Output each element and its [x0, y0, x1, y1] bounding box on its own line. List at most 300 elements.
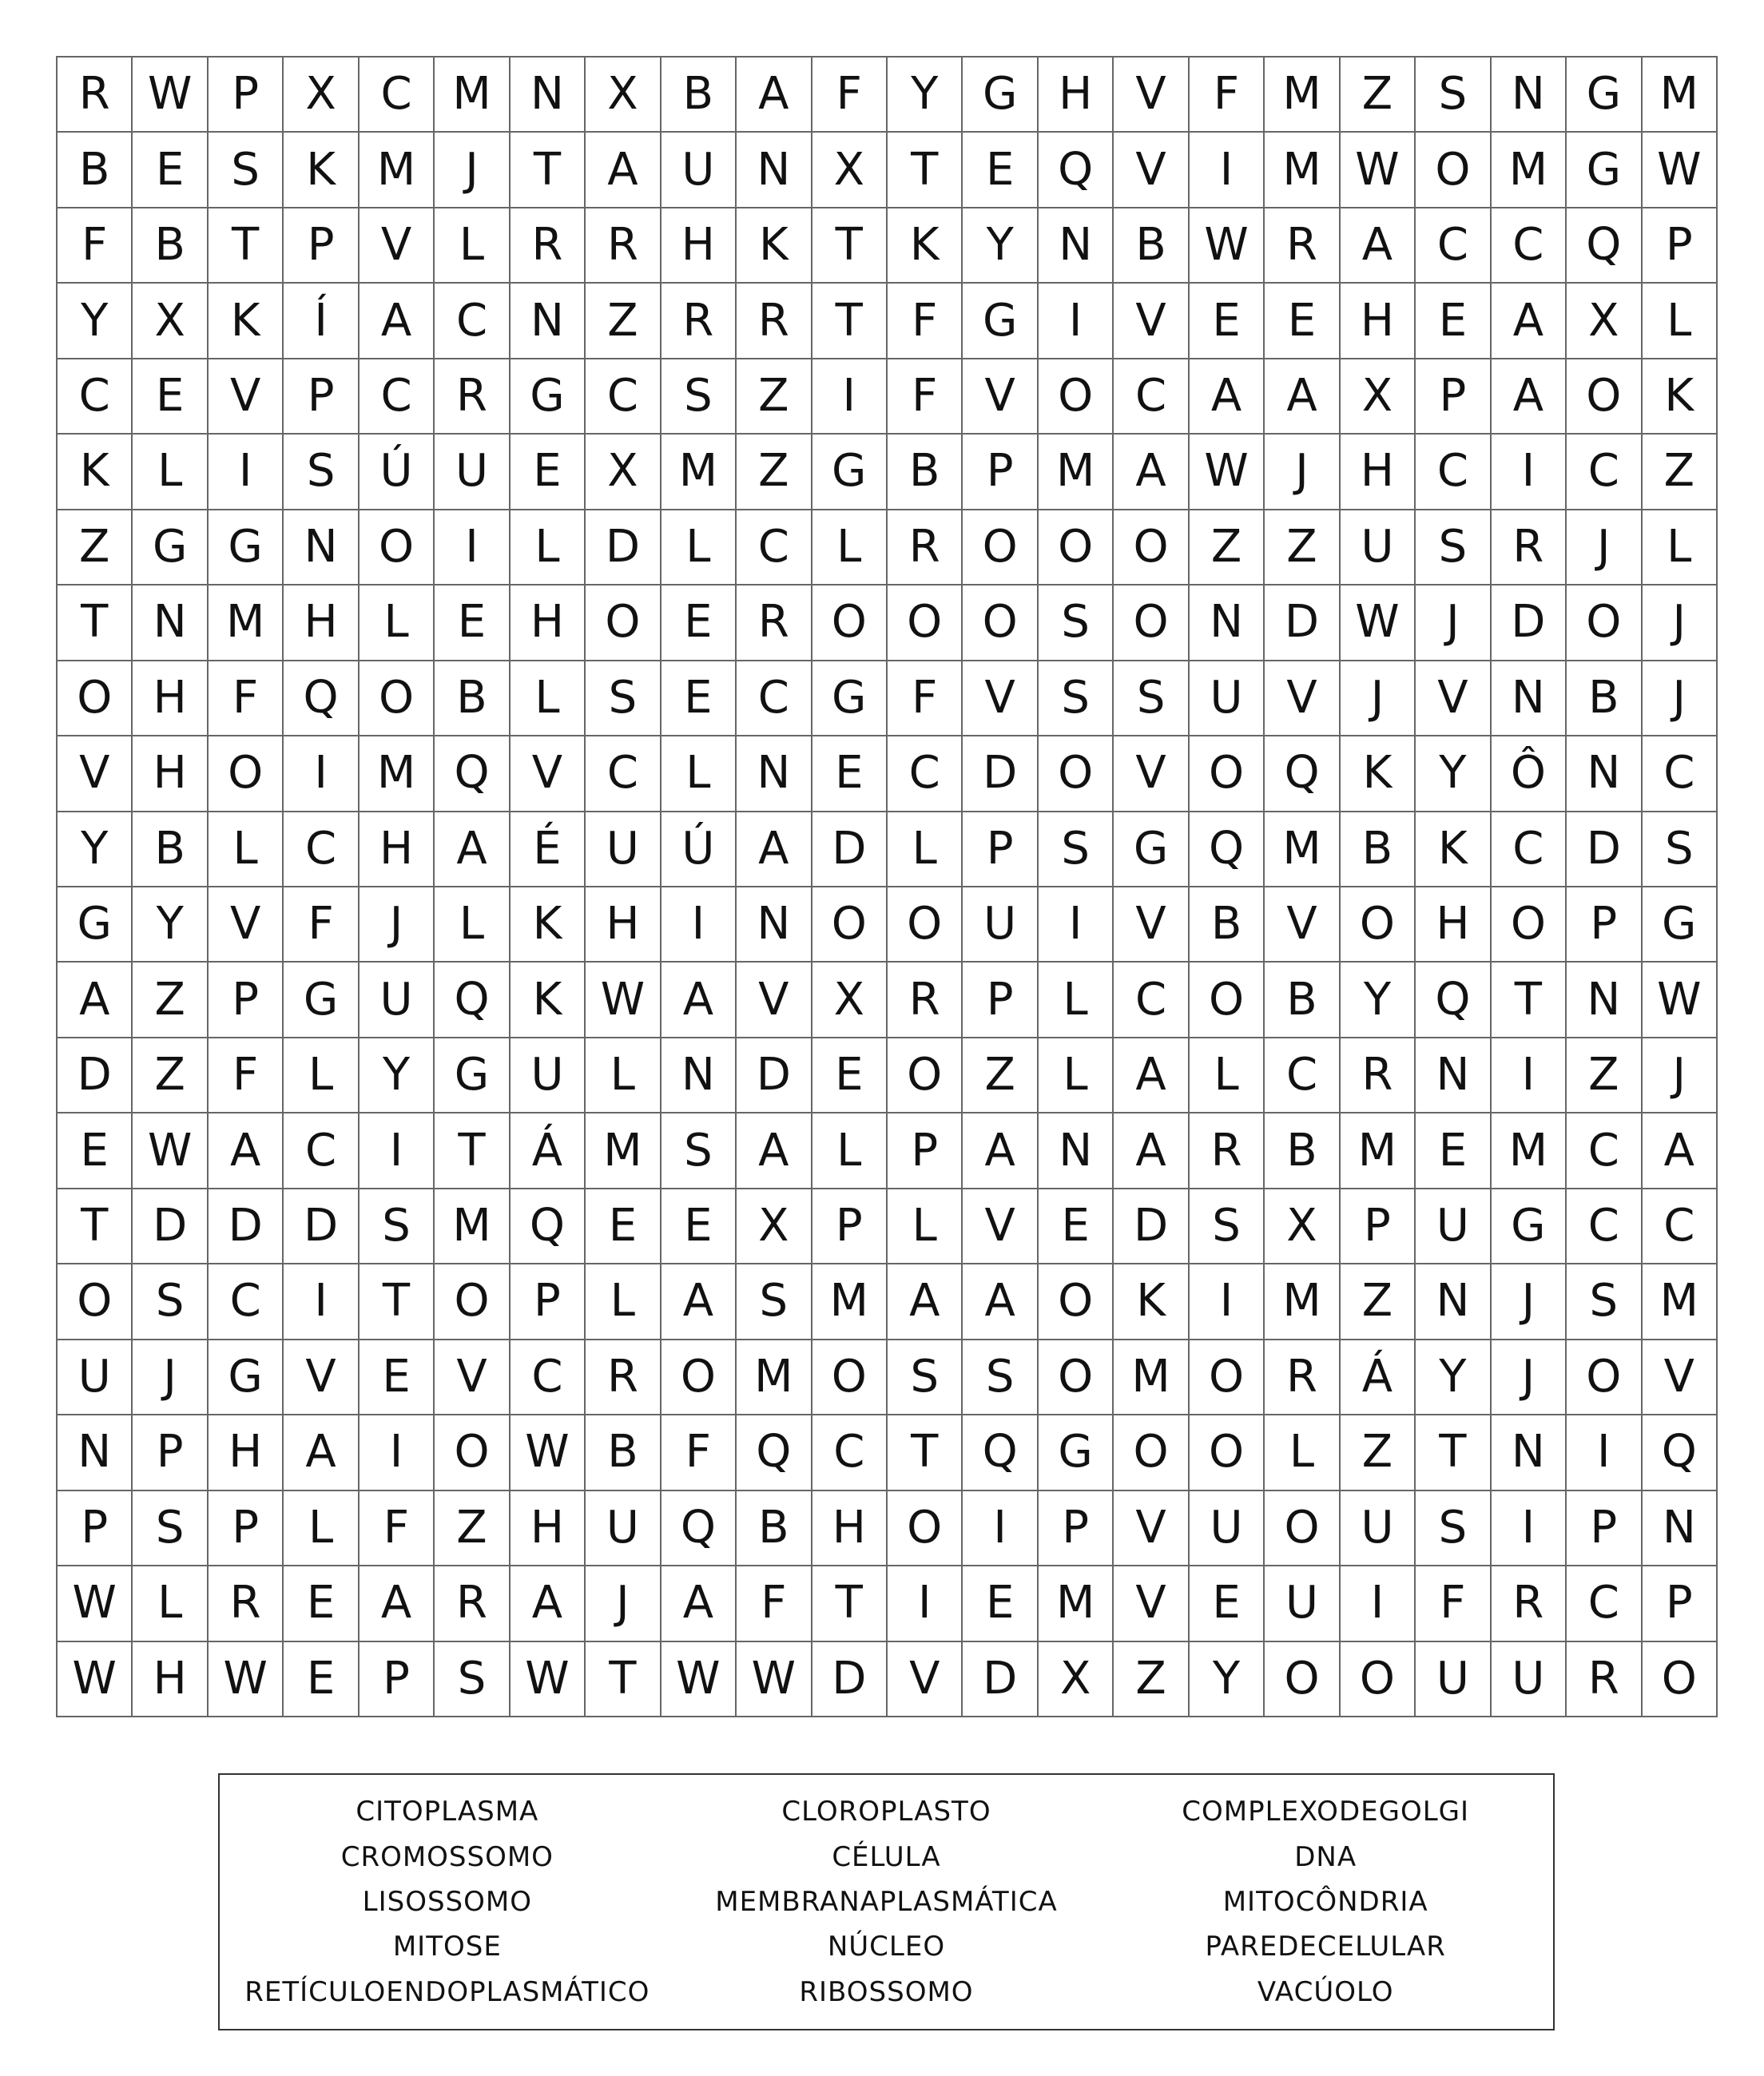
grid-cell[interactable]: A: [662, 1264, 737, 1340]
grid-cell[interactable]: L: [511, 510, 586, 585]
grid-cell[interactable]: R: [511, 208, 586, 284]
grid-cell[interactable]: D: [133, 1189, 208, 1264]
grid-cell[interactable]: R: [586, 1340, 661, 1415]
grid-cell[interactable]: A: [1190, 359, 1265, 435]
grid-cell[interactable]: G: [1643, 887, 1718, 963]
grid-cell[interactable]: K: [1643, 359, 1718, 435]
grid-cell[interactable]: I: [662, 887, 737, 963]
grid-cell[interactable]: C: [1567, 1189, 1642, 1264]
grid-cell[interactable]: W: [511, 1642, 586, 1717]
grid-cell[interactable]: M: [1643, 1264, 1718, 1340]
grid-cell[interactable]: J: [1567, 510, 1642, 585]
grid-cell[interactable]: O: [812, 585, 888, 661]
grid-cell[interactable]: L: [888, 812, 963, 887]
grid-cell[interactable]: G: [133, 510, 208, 585]
grid-cell[interactable]: N: [1643, 1491, 1718, 1566]
grid-cell[interactable]: O: [1567, 1340, 1642, 1415]
grid-cell[interactable]: C: [511, 1340, 586, 1415]
grid-cell[interactable]: Q: [662, 1491, 737, 1566]
grid-cell[interactable]: Z: [435, 1491, 510, 1566]
grid-cell[interactable]: B: [1341, 812, 1416, 887]
grid-cell[interactable]: X: [284, 58, 359, 133]
grid-cell[interactable]: M: [209, 585, 284, 661]
grid-cell[interactable]: U: [586, 812, 661, 887]
grid-cell[interactable]: L: [1643, 284, 1718, 359]
grid-cell[interactable]: P: [1567, 887, 1642, 963]
grid-cell[interactable]: J: [1643, 585, 1718, 661]
grid-cell[interactable]: B: [662, 58, 737, 133]
grid-cell[interactable]: T: [58, 1189, 133, 1264]
grid-cell[interactable]: V: [1643, 1340, 1718, 1415]
grid-cell[interactable]: L: [662, 736, 737, 812]
grid-cell[interactable]: N: [737, 736, 812, 812]
grid-cell[interactable]: H: [1341, 435, 1416, 510]
grid-cell[interactable]: I: [1190, 1264, 1265, 1340]
grid-cell[interactable]: P: [209, 1491, 284, 1566]
grid-cell[interactable]: X: [1039, 1642, 1114, 1717]
grid-cell[interactable]: G: [812, 435, 888, 510]
grid-cell[interactable]: N: [58, 1415, 133, 1491]
grid-cell[interactable]: C: [1492, 208, 1567, 284]
grid-cell[interactable]: I: [435, 510, 510, 585]
grid-cell[interactable]: C: [1114, 359, 1189, 435]
grid-cell[interactable]: E: [586, 1189, 661, 1264]
grid-cell[interactable]: A: [662, 963, 737, 1038]
grid-cell[interactable]: T: [586, 1642, 661, 1717]
grid-cell[interactable]: S: [662, 1113, 737, 1189]
grid-cell[interactable]: S: [1416, 510, 1491, 585]
grid-cell[interactable]: N: [1492, 58, 1567, 133]
grid-cell[interactable]: A: [1265, 359, 1340, 435]
grid-cell[interactable]: U: [1416, 1189, 1491, 1264]
grid-cell[interactable]: U: [435, 435, 510, 510]
grid-cell[interactable]: U: [58, 1340, 133, 1415]
grid-cell[interactable]: E: [360, 1340, 435, 1415]
grid-cell[interactable]: S: [1039, 661, 1114, 736]
grid-cell[interactable]: P: [1341, 1189, 1416, 1264]
grid-cell[interactable]: R: [1190, 1113, 1265, 1189]
grid-cell[interactable]: Í: [284, 284, 359, 359]
grid-cell[interactable]: O: [888, 1038, 963, 1113]
grid-cell[interactable]: O: [1190, 736, 1265, 812]
grid-cell[interactable]: V: [1114, 736, 1189, 812]
grid-cell[interactable]: O: [209, 736, 284, 812]
grid-cell[interactable]: X: [812, 133, 888, 208]
grid-cell[interactable]: C: [586, 359, 661, 435]
grid-cell[interactable]: Y: [58, 284, 133, 359]
grid-cell[interactable]: A: [1492, 284, 1567, 359]
grid-cell[interactable]: O: [662, 1340, 737, 1415]
grid-cell[interactable]: J: [133, 1340, 208, 1415]
grid-cell[interactable]: J: [1416, 585, 1491, 661]
grid-cell[interactable]: N: [1039, 1113, 1114, 1189]
grid-cell[interactable]: O: [1416, 133, 1491, 208]
grid-cell[interactable]: J: [586, 1566, 661, 1641]
grid-cell[interactable]: Z: [1341, 58, 1416, 133]
grid-cell[interactable]: Q: [511, 1189, 586, 1264]
grid-cell[interactable]: A: [1114, 1113, 1189, 1189]
grid-cell[interactable]: F: [1416, 1566, 1491, 1641]
grid-cell[interactable]: Q: [1190, 812, 1265, 887]
grid-cell[interactable]: Q: [963, 1415, 1038, 1491]
grid-cell[interactable]: W: [1341, 133, 1416, 208]
grid-cell[interactable]: E: [662, 1189, 737, 1264]
grid-cell[interactable]: G: [209, 510, 284, 585]
grid-cell[interactable]: O: [1643, 1642, 1718, 1717]
grid-cell[interactable]: H: [133, 1642, 208, 1717]
grid-cell[interactable]: D: [963, 1642, 1038, 1717]
grid-cell[interactable]: L: [511, 661, 586, 736]
grid-cell[interactable]: N: [1492, 1415, 1567, 1491]
grid-cell[interactable]: Q: [1039, 133, 1114, 208]
grid-cell[interactable]: R: [209, 1566, 284, 1641]
grid-cell[interactable]: W: [662, 1642, 737, 1717]
grid-cell[interactable]: Q: [284, 661, 359, 736]
grid-cell[interactable]: O: [1114, 585, 1189, 661]
grid-cell[interactable]: D: [1265, 585, 1340, 661]
grid-cell[interactable]: F: [662, 1415, 737, 1491]
grid-cell[interactable]: U: [1265, 1566, 1340, 1641]
grid-cell[interactable]: É: [511, 812, 586, 887]
grid-cell[interactable]: K: [737, 208, 812, 284]
grid-cell[interactable]: Y: [133, 887, 208, 963]
grid-cell[interactable]: L: [1190, 1038, 1265, 1113]
grid-cell[interactable]: G: [1567, 58, 1642, 133]
grid-cell[interactable]: Z: [1643, 435, 1718, 510]
grid-cell[interactable]: S: [1567, 1264, 1642, 1340]
grid-cell[interactable]: A: [1341, 208, 1416, 284]
grid-cell[interactable]: L: [435, 208, 510, 284]
grid-cell[interactable]: P: [360, 1642, 435, 1717]
grid-cell[interactable]: R: [1265, 208, 1340, 284]
grid-cell[interactable]: G: [812, 661, 888, 736]
grid-cell[interactable]: D: [284, 1189, 359, 1264]
grid-cell[interactable]: V: [963, 359, 1038, 435]
grid-cell[interactable]: J: [1643, 661, 1718, 736]
grid-cell[interactable]: H: [133, 736, 208, 812]
grid-cell[interactable]: N: [511, 58, 586, 133]
grid-cell[interactable]: M: [1492, 1113, 1567, 1189]
grid-cell[interactable]: V: [1265, 661, 1340, 736]
grid-cell[interactable]: Q: [435, 963, 510, 1038]
grid-cell[interactable]: O: [1341, 887, 1416, 963]
grid-cell[interactable]: D: [1567, 812, 1642, 887]
grid-cell[interactable]: Z: [737, 359, 812, 435]
grid-cell[interactable]: F: [888, 359, 963, 435]
grid-cell[interactable]: P: [284, 359, 359, 435]
grid-cell[interactable]: Q: [1416, 963, 1491, 1038]
grid-cell[interactable]: M: [1265, 1264, 1340, 1340]
grid-cell[interactable]: O: [1190, 1415, 1265, 1491]
grid-cell[interactable]: J: [1643, 1038, 1718, 1113]
grid-cell[interactable]: L: [812, 510, 888, 585]
grid-cell[interactable]: H: [133, 661, 208, 736]
grid-cell[interactable]: M: [435, 58, 510, 133]
grid-cell[interactable]: U: [1492, 1642, 1567, 1717]
grid-cell[interactable]: A: [737, 812, 812, 887]
grid-cell[interactable]: E: [58, 1113, 133, 1189]
grid-cell[interactable]: I: [1492, 435, 1567, 510]
grid-cell[interactable]: O: [812, 887, 888, 963]
grid-cell[interactable]: H: [662, 208, 737, 284]
grid-cell[interactable]: O: [1039, 1264, 1114, 1340]
grid-cell[interactable]: S: [662, 359, 737, 435]
grid-cell[interactable]: P: [1567, 1491, 1642, 1566]
grid-cell[interactable]: E: [511, 435, 586, 510]
grid-cell[interactable]: A: [360, 284, 435, 359]
grid-cell[interactable]: B: [1114, 208, 1189, 284]
grid-cell[interactable]: O: [1341, 1642, 1416, 1717]
grid-cell[interactable]: M: [812, 1264, 888, 1340]
grid-cell[interactable]: N: [1416, 1038, 1491, 1113]
grid-cell[interactable]: N: [284, 510, 359, 585]
grid-cell[interactable]: S: [133, 1491, 208, 1566]
grid-cell[interactable]: F: [812, 58, 888, 133]
grid-cell[interactable]: B: [58, 133, 133, 208]
grid-cell[interactable]: C: [58, 359, 133, 435]
grid-cell[interactable]: T: [435, 1113, 510, 1189]
grid-cell[interactable]: S: [737, 1264, 812, 1340]
grid-cell[interactable]: Y: [1416, 736, 1491, 812]
grid-cell[interactable]: P: [1643, 1566, 1718, 1641]
grid-cell[interactable]: P: [209, 963, 284, 1038]
grid-cell[interactable]: W: [737, 1642, 812, 1717]
grid-cell[interactable]: L: [360, 585, 435, 661]
grid-cell[interactable]: A: [963, 1113, 1038, 1189]
grid-cell[interactable]: Y: [963, 208, 1038, 284]
grid-cell[interactable]: N: [1567, 736, 1642, 812]
grid-cell[interactable]: D: [963, 736, 1038, 812]
grid-cell[interactable]: V: [435, 1340, 510, 1415]
grid-cell[interactable]: W: [209, 1642, 284, 1717]
grid-cell[interactable]: E: [133, 359, 208, 435]
grid-cell[interactable]: O: [888, 887, 963, 963]
grid-cell[interactable]: V: [888, 1642, 963, 1717]
grid-cell[interactable]: I: [209, 435, 284, 510]
grid-cell[interactable]: B: [133, 208, 208, 284]
grid-cell[interactable]: U: [1341, 510, 1416, 585]
grid-cell[interactable]: O: [1114, 510, 1189, 585]
grid-cell[interactable]: R: [888, 963, 963, 1038]
grid-cell[interactable]: C: [1643, 1189, 1718, 1264]
grid-cell[interactable]: O: [812, 1340, 888, 1415]
grid-cell[interactable]: I: [284, 736, 359, 812]
grid-cell[interactable]: P: [812, 1189, 888, 1264]
grid-cell[interactable]: W: [1643, 963, 1718, 1038]
grid-cell[interactable]: O: [1114, 1415, 1189, 1491]
grid-cell[interactable]: W: [511, 1415, 586, 1491]
grid-cell[interactable]: U: [511, 1038, 586, 1113]
grid-cell[interactable]: X: [737, 1189, 812, 1264]
grid-cell[interactable]: R: [1265, 1340, 1340, 1415]
grid-cell[interactable]: L: [284, 1491, 359, 1566]
grid-cell[interactable]: P: [963, 812, 1038, 887]
grid-cell[interactable]: U: [963, 887, 1038, 963]
grid-cell[interactable]: K: [1341, 736, 1416, 812]
grid-cell[interactable]: L: [435, 887, 510, 963]
grid-cell[interactable]: Z: [1190, 510, 1265, 585]
grid-cell[interactable]: G: [435, 1038, 510, 1113]
grid-cell[interactable]: O: [360, 661, 435, 736]
grid-cell[interactable]: S: [133, 1264, 208, 1340]
grid-cell[interactable]: O: [360, 510, 435, 585]
grid-cell[interactable]: C: [1114, 963, 1189, 1038]
grid-cell[interactable]: C: [1567, 1566, 1642, 1641]
grid-cell[interactable]: N: [133, 585, 208, 661]
grid-cell[interactable]: M: [1265, 58, 1340, 133]
grid-cell[interactable]: S: [209, 133, 284, 208]
grid-cell[interactable]: J: [1341, 661, 1416, 736]
grid-cell[interactable]: E: [1416, 1113, 1491, 1189]
grid-cell[interactable]: E: [284, 1566, 359, 1641]
grid-cell[interactable]: Y: [360, 1038, 435, 1113]
grid-cell[interactable]: P: [963, 435, 1038, 510]
grid-cell[interactable]: N: [1492, 661, 1567, 736]
grid-cell[interactable]: C: [360, 359, 435, 435]
grid-cell[interactable]: V: [963, 661, 1038, 736]
grid-cell[interactable]: P: [963, 963, 1038, 1038]
grid-cell[interactable]: Z: [963, 1038, 1038, 1113]
grid-cell[interactable]: V: [1114, 133, 1189, 208]
grid-cell[interactable]: H: [360, 812, 435, 887]
grid-cell[interactable]: P: [1416, 359, 1491, 435]
grid-cell[interactable]: S: [963, 1340, 1038, 1415]
grid-cell[interactable]: N: [1416, 1264, 1491, 1340]
grid-cell[interactable]: N: [662, 1038, 737, 1113]
grid-cell[interactable]: C: [888, 736, 963, 812]
grid-cell[interactable]: B: [586, 1415, 661, 1491]
grid-cell[interactable]: H: [284, 585, 359, 661]
grid-cell[interactable]: T: [360, 1264, 435, 1340]
grid-cell[interactable]: A: [284, 1415, 359, 1491]
grid-cell[interactable]: U: [360, 963, 435, 1038]
grid-cell[interactable]: L: [888, 1189, 963, 1264]
grid-cell[interactable]: H: [1341, 284, 1416, 359]
grid-cell[interactable]: C: [586, 736, 661, 812]
grid-cell[interactable]: G: [209, 1340, 284, 1415]
grid-cell[interactable]: B: [1567, 661, 1642, 736]
grid-cell[interactable]: V: [58, 736, 133, 812]
grid-cell[interactable]: M: [586, 1113, 661, 1189]
grid-cell[interactable]: O: [1265, 1642, 1340, 1717]
grid-cell[interactable]: Y: [1190, 1642, 1265, 1717]
grid-cell[interactable]: I: [1190, 133, 1265, 208]
grid-cell[interactable]: Z: [1114, 1642, 1189, 1717]
grid-cell[interactable]: K: [1416, 812, 1491, 887]
grid-cell[interactable]: B: [888, 435, 963, 510]
grid-cell[interactable]: Z: [1567, 1038, 1642, 1113]
grid-cell[interactable]: Z: [133, 1038, 208, 1113]
grid-cell[interactable]: G: [58, 887, 133, 963]
grid-cell[interactable]: Y: [1341, 963, 1416, 1038]
grid-cell[interactable]: R: [58, 58, 133, 133]
grid-cell[interactable]: P: [58, 1491, 133, 1566]
grid-cell[interactable]: B: [133, 812, 208, 887]
grid-cell[interactable]: I: [963, 1491, 1038, 1566]
grid-cell[interactable]: P: [511, 1264, 586, 1340]
grid-cell[interactable]: O: [1567, 585, 1642, 661]
grid-cell[interactable]: G: [963, 284, 1038, 359]
grid-cell[interactable]: H: [1039, 58, 1114, 133]
grid-cell[interactable]: I: [1341, 1566, 1416, 1641]
grid-cell[interactable]: L: [284, 1038, 359, 1113]
grid-cell[interactable]: O: [888, 1491, 963, 1566]
grid-cell[interactable]: X: [812, 963, 888, 1038]
grid-cell[interactable]: O: [888, 585, 963, 661]
grid-cell[interactable]: G: [1039, 1415, 1114, 1491]
grid-cell[interactable]: E: [963, 1566, 1038, 1641]
grid-cell[interactable]: R: [1492, 510, 1567, 585]
grid-cell[interactable]: F: [888, 661, 963, 736]
grid-cell[interactable]: Y: [888, 58, 963, 133]
grid-cell[interactable]: Q: [737, 1415, 812, 1491]
grid-cell[interactable]: C: [1492, 812, 1567, 887]
grid-cell[interactable]: I: [360, 1415, 435, 1491]
grid-cell[interactable]: H: [209, 1415, 284, 1491]
grid-cell[interactable]: W: [1341, 585, 1416, 661]
grid-cell[interactable]: O: [1039, 359, 1114, 435]
grid-cell[interactable]: N: [737, 887, 812, 963]
grid-cell[interactable]: E: [1190, 1566, 1265, 1641]
grid-cell[interactable]: R: [435, 1566, 510, 1641]
grid-cell[interactable]: V: [1416, 661, 1491, 736]
grid-cell[interactable]: B: [1265, 1113, 1340, 1189]
grid-cell[interactable]: C: [360, 58, 435, 133]
grid-cell[interactable]: M: [662, 435, 737, 510]
grid-cell[interactable]: E: [1265, 284, 1340, 359]
grid-cell[interactable]: W: [58, 1566, 133, 1641]
grid-cell[interactable]: M: [1265, 133, 1340, 208]
grid-cell[interactable]: O: [1190, 963, 1265, 1038]
grid-cell[interactable]: T: [888, 133, 963, 208]
grid-cell[interactable]: P: [1039, 1491, 1114, 1566]
grid-cell[interactable]: O: [1567, 359, 1642, 435]
grid-cell[interactable]: S: [360, 1189, 435, 1264]
grid-cell[interactable]: Q: [1567, 208, 1642, 284]
grid-cell[interactable]: A: [888, 1264, 963, 1340]
grid-cell[interactable]: S: [1190, 1189, 1265, 1264]
grid-cell[interactable]: D: [737, 1038, 812, 1113]
grid-cell[interactable]: K: [209, 284, 284, 359]
grid-cell[interactable]: L: [662, 510, 737, 585]
grid-cell[interactable]: B: [435, 661, 510, 736]
grid-cell[interactable]: C: [435, 284, 510, 359]
grid-cell[interactable]: E: [662, 661, 737, 736]
grid-cell[interactable]: M: [435, 1189, 510, 1264]
grid-cell[interactable]: F: [888, 284, 963, 359]
grid-cell[interactable]: V: [284, 1340, 359, 1415]
grid-cell[interactable]: W: [1643, 133, 1718, 208]
grid-cell[interactable]: U: [586, 1491, 661, 1566]
grid-cell[interactable]: Z: [133, 963, 208, 1038]
grid-cell[interactable]: H: [586, 887, 661, 963]
grid-cell[interactable]: C: [812, 1415, 888, 1491]
grid-cell[interactable]: A: [963, 1264, 1038, 1340]
grid-cell[interactable]: D: [586, 510, 661, 585]
grid-cell[interactable]: Ô: [1492, 736, 1567, 812]
grid-cell[interactable]: X: [1265, 1189, 1340, 1264]
grid-cell[interactable]: P: [284, 208, 359, 284]
grid-cell[interactable]: S: [888, 1340, 963, 1415]
grid-cell[interactable]: T: [888, 1415, 963, 1491]
grid-cell[interactable]: A: [58, 963, 133, 1038]
grid-cell[interactable]: Y: [58, 812, 133, 887]
grid-cell[interactable]: E: [284, 1642, 359, 1717]
grid-cell[interactable]: H: [812, 1491, 888, 1566]
grid-cell[interactable]: H: [511, 585, 586, 661]
grid-cell[interactable]: E: [1416, 284, 1491, 359]
grid-cell[interactable]: V: [963, 1189, 1038, 1264]
